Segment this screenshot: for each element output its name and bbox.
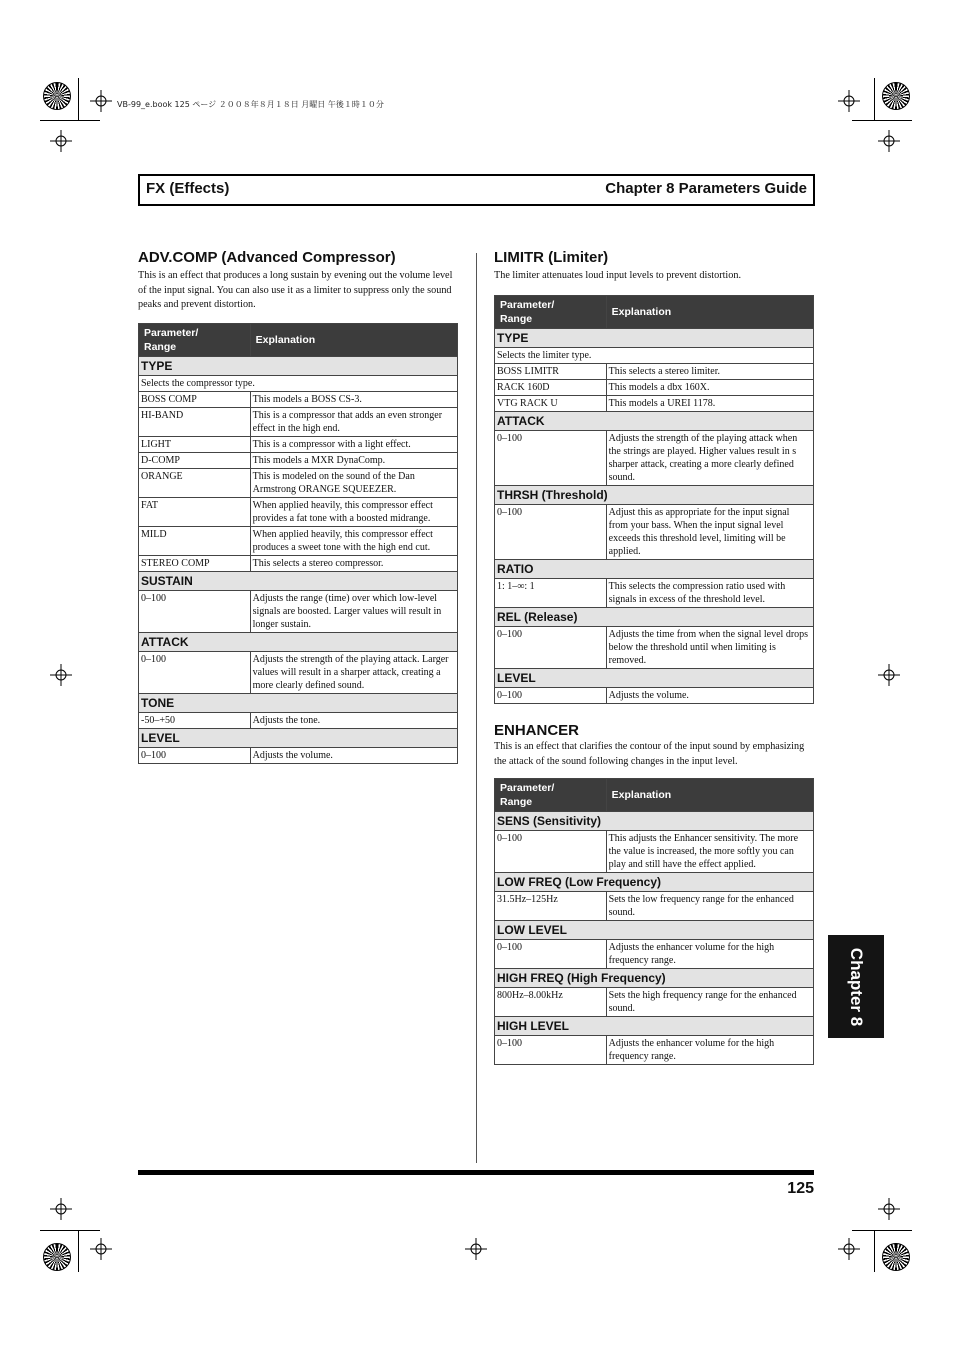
param-cell: HI-BAND [139, 408, 251, 437]
table-row [139, 556, 458, 572]
crosshair-icon [50, 1198, 72, 1220]
crosshair-icon [90, 90, 112, 112]
explanation-cell: When applied heavily, this compressor effect provides a fat tone with a boosted midrange. [250, 498, 457, 527]
table-row [139, 437, 458, 453]
explanation-cell: This selects the compression ratio used with signals in excess of the threshold level. [606, 579, 813, 608]
param-cell: BOSS COMP [139, 392, 251, 408]
explanation-cell: This models a BOSS CS-3. [250, 392, 457, 408]
enhancer-title: ENHANCER [494, 722, 580, 739]
param-cell: BOSS LIMITR [495, 364, 607, 380]
table-row [139, 376, 458, 392]
description-cell: Selects the compressor type. [139, 376, 458, 392]
trim-mark [852, 1230, 912, 1231]
table-row [495, 348, 814, 364]
explanation-cell: Adjust this as appropriate for the input signal from your bass. When the input signal level exceeds this threshold level, limiting will be applied. [606, 505, 813, 560]
explanation-cell: Adjusts the volume. [606, 688, 813, 704]
registration-disc-icon [882, 1243, 910, 1271]
category-label: RATIO [495, 560, 814, 579]
registration-disc-icon [43, 1243, 71, 1271]
table-row [495, 431, 814, 486]
trim-mark [874, 1230, 875, 1272]
table-row [139, 591, 458, 633]
param-cell: 1: 1–∞: 1 [495, 579, 607, 608]
category-row [495, 969, 814, 988]
table-row [495, 831, 814, 873]
explanation-cell: This selects a stereo compressor. [250, 556, 457, 572]
explanation-cell: This adjusts the Enhancer sensitivity. The more the value is increased, the more softly you can play and still have the effect applied. [606, 831, 813, 873]
param-cell: 0–100 [495, 627, 607, 669]
category-label: SENS (Sensitivity) [495, 812, 814, 831]
explanation-cell: Adjusts the enhancer volume for the high frequency range. [606, 1036, 813, 1065]
category-row [139, 633, 458, 652]
header-param-range: Parameter/ Range [495, 296, 607, 329]
table-row [139, 392, 458, 408]
chapter-tab [828, 935, 884, 1038]
registration-disc-icon [882, 82, 910, 110]
explanation-cell: Adjusts the volume. [250, 748, 457, 764]
description-cell: Selects the limiter type. [495, 348, 814, 364]
enhancer-intro: This is an effect that clarifies the contour of the input sound by emphasizing the attack of the sound following changes in the input level. [494, 741, 805, 767]
explanation-cell: Adjusts the enhancer volume for the high frequency range. [606, 940, 813, 969]
param-cell: D-COMP [139, 453, 251, 469]
explanation-cell: Adjusts the strength of the playing attack. Larger values will result in a sharper attack, creating a more clearly defined sound. [250, 652, 457, 694]
limiter-title: LIMITR (Limiter) [494, 249, 609, 266]
param-cell: -50–+50 [139, 713, 251, 729]
column-divider [476, 253, 477, 1163]
table-row [495, 380, 814, 396]
category-label: LEVEL [495, 669, 814, 688]
category-row [495, 329, 814, 348]
category-row [139, 729, 458, 748]
category-label: ATTACK [495, 412, 814, 431]
enhancer-parameter-table [494, 778, 814, 1065]
adv-comp-title: ADV.COMP (Advanced Compressor) [138, 249, 396, 266]
param-cell: 0–100 [495, 688, 607, 704]
table-row [495, 627, 814, 669]
param-cell: 0–100 [495, 940, 607, 969]
table-row [139, 408, 458, 437]
param-cell: 0–100 [139, 591, 251, 633]
table-row [139, 713, 458, 729]
adv-comp-parameter-table [138, 323, 458, 764]
explanation-cell: Adjusts the tone. [250, 713, 457, 729]
header-explanation: Explanation [250, 324, 457, 357]
explanation-cell: This is a compressor with a light effect. [250, 437, 457, 453]
registration-disc-icon [43, 82, 71, 110]
crosshair-icon [838, 90, 860, 112]
category-row [495, 1017, 814, 1036]
table-row [139, 469, 458, 498]
category-label: ATTACK [139, 633, 458, 652]
category-row [495, 669, 814, 688]
param-cell: 0–100 [495, 831, 607, 873]
trim-mark [852, 120, 912, 121]
explanation-cell: This selects a stereo limiter. [606, 364, 813, 380]
trim-mark [78, 78, 79, 120]
table-row [495, 579, 814, 608]
table-row [139, 652, 458, 694]
category-label: HIGH LEVEL [495, 1017, 814, 1036]
crosshair-icon [838, 1238, 860, 1260]
running-header [138, 174, 815, 206]
crosshair-icon [465, 1238, 487, 1260]
explanation-cell: This models a dbx 160X. [606, 380, 813, 396]
header-chapter-title: Chapter 8 Parameters Guide [605, 180, 807, 197]
crosshair-icon [50, 664, 72, 686]
table-header-row [495, 296, 814, 329]
crosshair-icon [50, 130, 72, 152]
table-row [495, 396, 814, 412]
explanation-cell: This is modeled on the sound of the Dan Armstrong ORANGE SQUEEZER. [250, 469, 457, 498]
table-row [139, 748, 458, 764]
category-row [139, 572, 458, 591]
table-row [139, 527, 458, 556]
trim-mark [40, 1230, 100, 1231]
table-row [495, 364, 814, 380]
crosshair-icon [878, 1198, 900, 1220]
print-marker: VB-99_e.book 125 ページ ２００８年８月１８日 月曜日 午後１時１０分 [117, 100, 384, 109]
param-cell: VTG RACK U [495, 396, 607, 412]
table-header-row [139, 324, 458, 357]
header-section-title: FX (Effects) [146, 180, 230, 197]
param-cell: 800Hz–8.00kHz [495, 988, 607, 1017]
explanation-cell: This models a MXR DynaComp. [250, 453, 457, 469]
category-label: LOW FREQ (Low Frequency) [495, 873, 814, 892]
explanation-cell: Sets the high frequency range for the enhanced sound. [606, 988, 813, 1017]
explanation-cell: Adjusts the time from when the signal level drops below the threshold until when limiting is removed. [606, 627, 813, 669]
trim-mark [874, 78, 875, 120]
crosshair-icon [878, 130, 900, 152]
category-row [495, 812, 814, 831]
crosshair-icon [90, 1238, 112, 1260]
adv-comp-intro: This is an effect that produces a long sustain by evening out the volume level of the input signal. You can also use it as a limiter to suppress only the sound peaks and prevent distortion. [138, 270, 453, 310]
param-cell: 31.5Hz–125Hz [495, 892, 607, 921]
header-explanation: Explanation [606, 296, 813, 329]
explanation-cell: Adjusts the range (time) over which low-level signals are boosted. Larger values will result in longer sustain. [250, 591, 457, 633]
param-cell: 0–100 [495, 505, 607, 560]
table-row [495, 988, 814, 1017]
table-row [495, 1036, 814, 1065]
trim-mark [40, 120, 100, 121]
param-cell: 0–100 [139, 748, 251, 764]
param-cell: ORANGE [139, 469, 251, 498]
header-param-range: Parameter/ Range [495, 779, 607, 812]
category-label: HIGH FREQ (High Frequency) [495, 969, 814, 988]
param-cell: RACK 160D [495, 380, 607, 396]
explanation-cell: This models a UREI 1178. [606, 396, 813, 412]
category-label: LOW LEVEL [495, 921, 814, 940]
header-explanation: Explanation [606, 779, 813, 812]
category-row [495, 608, 814, 627]
category-row [495, 412, 814, 431]
table-header-row [495, 779, 814, 812]
category-row [139, 357, 458, 376]
explanation-cell: This is a compressor that adds an even stronger effect in the high end. [250, 408, 457, 437]
param-cell: 0–100 [139, 652, 251, 694]
category-row [495, 486, 814, 505]
table-row [495, 505, 814, 560]
category-label: TYPE [139, 357, 458, 376]
category-row [495, 560, 814, 579]
param-cell: STEREO COMP [139, 556, 251, 572]
crosshair-icon [878, 664, 900, 686]
category-label: REL (Release) [495, 608, 814, 627]
table-row [495, 892, 814, 921]
param-cell: LIGHT [139, 437, 251, 453]
explanation-cell: Adjusts the strength of the playing attack when the strings are played. Higher values result in s sharper attack, creating a more clearly defined sound. [606, 431, 813, 486]
category-row [495, 873, 814, 892]
footer-rule [138, 1170, 814, 1175]
category-label: TONE [139, 694, 458, 713]
param-cell: 0–100 [495, 431, 607, 486]
table-row [139, 498, 458, 527]
category-label: LEVEL [139, 729, 458, 748]
table-row [495, 940, 814, 969]
category-label: TYPE [495, 329, 814, 348]
table-row [139, 453, 458, 469]
limiter-parameter-table [494, 295, 814, 704]
category-label: SUSTAIN [139, 572, 458, 591]
trim-mark [78, 1230, 79, 1272]
category-row [139, 694, 458, 713]
explanation-cell: Sets the low frequency range for the enhanced sound. [606, 892, 813, 921]
table-row [495, 688, 814, 704]
explanation-cell: When applied heavily, this compressor effect produces a sweet tone with the high end cut. [250, 527, 457, 556]
chapter-tab-label: Chapter 8 [847, 947, 866, 1026]
param-cell: 0–100 [495, 1036, 607, 1065]
category-row [495, 921, 814, 940]
param-cell: MILD [139, 527, 251, 556]
limiter-intro: The limiter attenuates loud input levels to prevent distortion. [494, 270, 741, 281]
param-cell: FAT [139, 498, 251, 527]
category-label: THRSH (Threshold) [495, 486, 814, 505]
header-param-range: Parameter/ Range [139, 324, 251, 357]
page-number: 125 [787, 1180, 814, 1197]
